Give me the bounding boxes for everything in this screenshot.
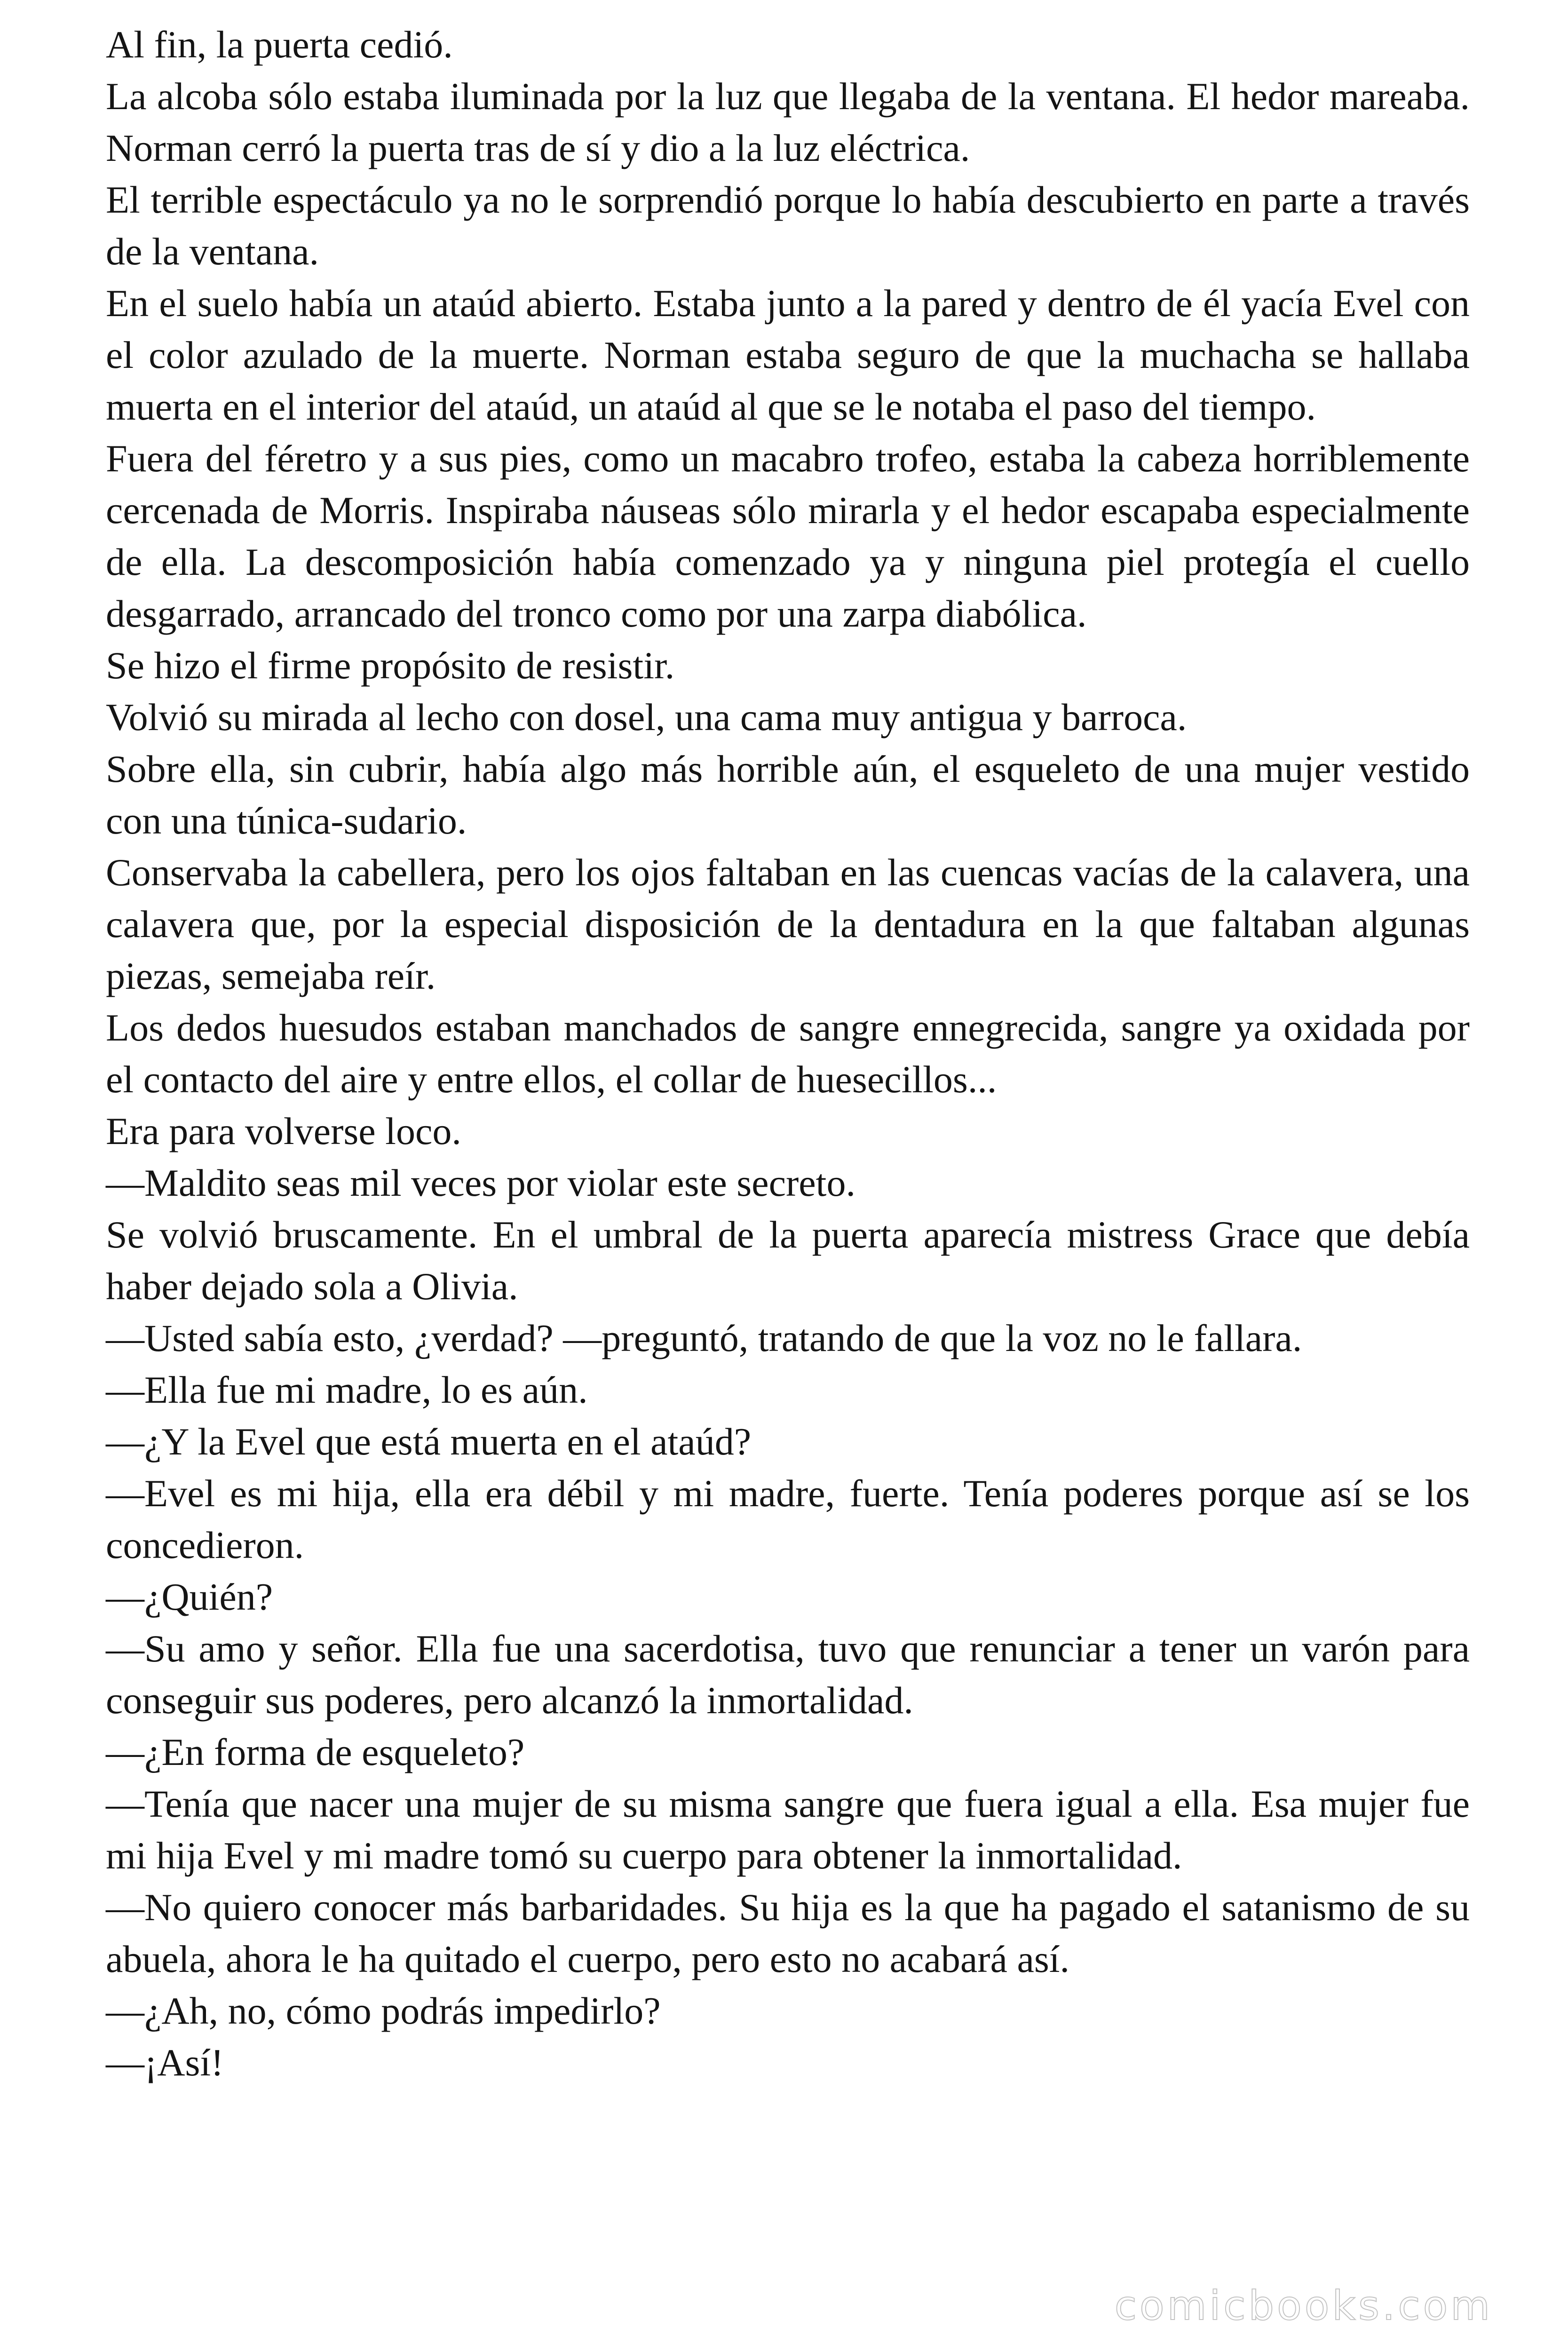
dialogue-line: —Ella fue mi madre, lo es aún.	[106, 1368, 588, 1411]
watermark: comicbooks.com	[1114, 2282, 1493, 2329]
paragraph: El terrible espectáculo ya no le sorprendió porque lo había descubierto en parte a través de la ventana.	[106, 178, 1470, 273]
paragraph: Al fin, la puerta cedió.	[106, 23, 453, 66]
dialogue-line: —Evel es mi hija, ella era débil y mi madre, fuerte. Tenía poderes porque así se los concedieron.	[106, 1472, 1470, 1566]
paragraph: Sobre ella, sin cubrir, había algo más horrible aún, el esqueleto de una mujer vestido con una túnica-sudario.	[106, 747, 1470, 842]
dialogue-line: —No quiero conocer más barbaridades. Su hija es la que ha pagado el satanismo de su abuela, ahora le ha quitado el cuerpo, pero esto no acabará así.	[106, 1886, 1470, 1980]
paragraph: La alcoba sólo estaba iluminada por la luz que llegaba de la ventana. El hedor mareaba. Norman cerró la puerta tras de sí y dio a la luz eléctrica.	[106, 75, 1470, 169]
dialogue-line: —¡Así!	[106, 2041, 224, 2084]
dialogue-line: —Su amo y señor. Ella fue una sacerdotisa, tuvo que renunciar a tener un varón para conseguir sus poderes, pero alcanzó la inmortalidad.	[106, 1627, 1470, 1722]
dialogue-line: —Tenía que nacer una mujer de su misma sangre que fuera igual a ella. Esa mujer fue mi hija Evel y mi madre tomó su cuerpo para obtener la inmortalidad.	[106, 1782, 1470, 1877]
paragraph: Conservaba la cabellera, pero los ojos faltaban en las cuencas vacías de la calavera, una calavera que, por la especial disposición de la dentadura en la que faltaban algunas piezas, semejaba reír.	[106, 851, 1470, 997]
dialogue-line: —¿En forma de esqueleto?	[106, 1731, 525, 1773]
paragraph: Se hizo el firme propósito de resistir.	[106, 644, 675, 687]
paragraph: Se volvió bruscamente. En el umbral de la puerta aparecía mistress Grace que debía haber dejado sola a Olivia.	[106, 1213, 1470, 1308]
dialogue-line: —Usted sabía esto, ¿verdad? —preguntó, tratando de que la voz no le fallara.	[106, 1317, 1302, 1359]
page-text	[106, 19, 1470, 2089]
dialogue-line: —¿Quién?	[106, 1575, 273, 1618]
dialogue-line: —¿Ah, no, cómo podrás impedirlo?	[106, 1989, 661, 2032]
dialogue-line: —Maldito seas mil veces por violar este secreto.	[106, 1161, 855, 1204]
dialogue-line: —¿Y la Evel que está muerta en el ataúd?	[106, 1420, 752, 1463]
paragraph: Era para volverse loco.	[106, 1110, 461, 1152]
paragraph: Fuera del féretro y a sus pies, como un macabro trofeo, estaba la cabeza horriblemente cercenada de Morris. Inspiraba náuseas sólo mirarla y el hedor escapaba especialmente de ella. La descomposición había comenzado ya y ninguna piel protegía el cuello desgarrado, arrancado del tronco como por una zarpa diabólica.	[106, 437, 1470, 635]
paragraph: Los dedos huesudos estaban manchados de sangre ennegrecida, sangre ya oxidada por el contacto del aire y entre ellos, el collar de huesecillos...	[106, 1006, 1470, 1101]
paragraph: Volvió su mirada al lecho con dosel, una cama muy antigua y barroca.	[106, 696, 1187, 739]
paragraph: En el suelo había un ataúd abierto. Estaba junto a la pared y dentro de él yacía Evel con el color azulado de la muerte. Norman estaba seguro de que la muchacha se hallaba muerta en el interior del ataúd, un ataúd al que se le notaba el paso del tiempo.	[106, 282, 1470, 428]
